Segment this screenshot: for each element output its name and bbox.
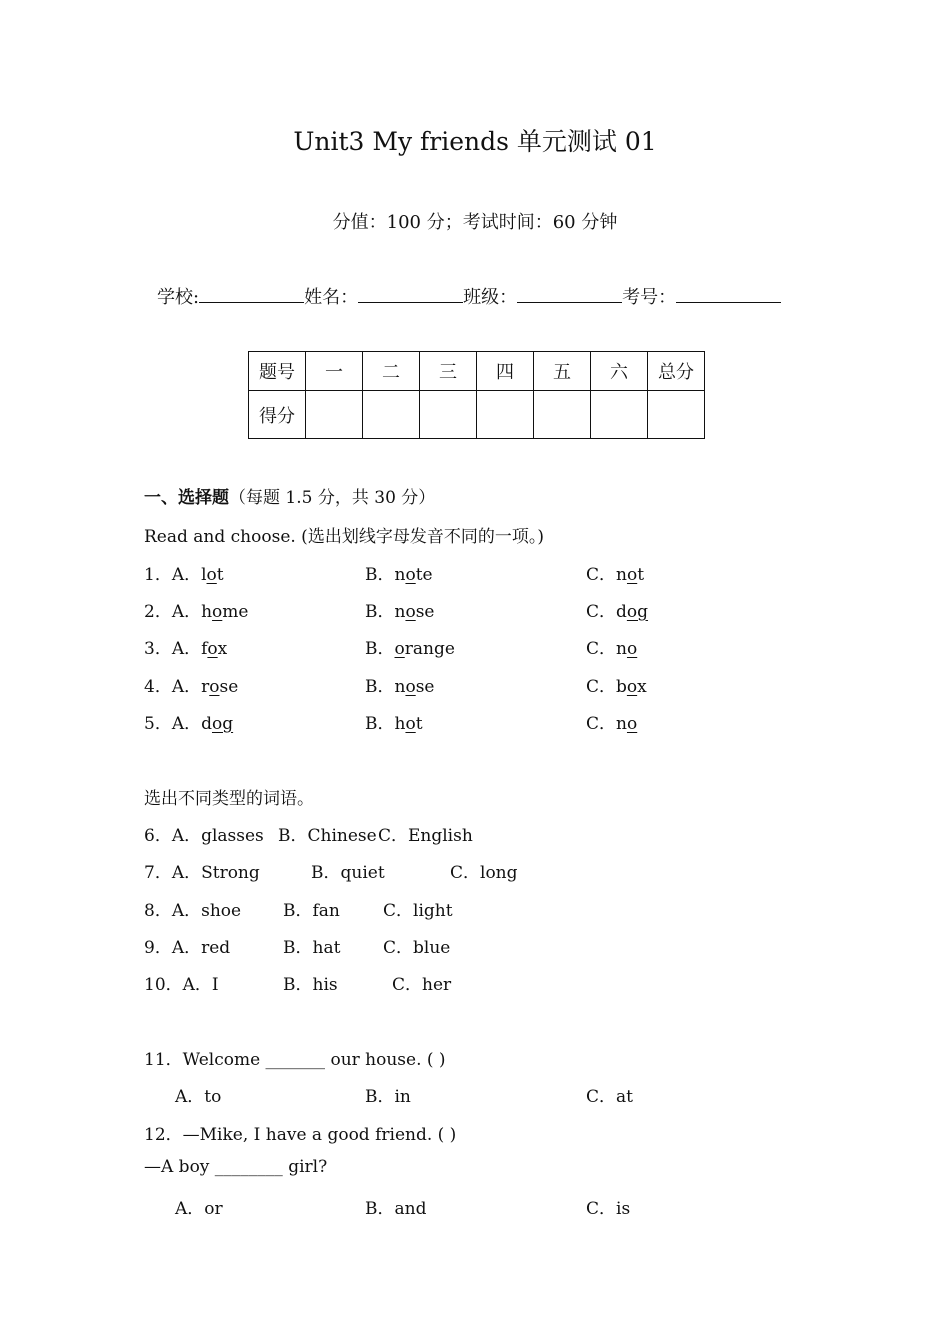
q4-option-c bbox=[586, 672, 647, 697]
option-text: t bbox=[216, 565, 224, 585]
option-text: C．d bbox=[586, 602, 627, 622]
option-text: me bbox=[222, 602, 249, 622]
q12-option-c: C．is bbox=[586, 1199, 631, 1219]
option-text: C．n bbox=[586, 714, 627, 734]
q10-option-a: 10．A．I bbox=[144, 975, 219, 995]
underlined-letter: o bbox=[405, 565, 416, 585]
option-text: C．n bbox=[586, 639, 627, 659]
q9-option-a: 9．A．red bbox=[144, 938, 231, 958]
q1-option-c bbox=[586, 560, 644, 585]
option-text: B． bbox=[365, 639, 395, 659]
section-note: （每题 1.5 分，共 30 分） bbox=[229, 488, 436, 508]
option-text: 4．A．r bbox=[144, 677, 210, 697]
q8-option-a: 8．A．shoe bbox=[144, 901, 242, 921]
score-header-cell: 六 bbox=[591, 352, 648, 391]
option-text: se bbox=[219, 677, 239, 697]
score-cell bbox=[477, 391, 534, 439]
q1-option-b bbox=[365, 560, 433, 585]
option-text: x bbox=[637, 677, 647, 697]
q11-option-b: B．in bbox=[365, 1087, 411, 1107]
q4-option-b bbox=[365, 672, 435, 697]
q6-option-a: 6．A．glasses bbox=[144, 826, 264, 846]
q7-option-b: B．quiet bbox=[311, 863, 385, 883]
q5-option-a bbox=[144, 709, 233, 734]
underlined-letter: o bbox=[626, 565, 638, 585]
q12-option-b: B．and bbox=[365, 1199, 427, 1219]
instruction-categories: 选出不同类型的词语。 bbox=[144, 789, 314, 809]
section-title: 一、选择题 bbox=[144, 488, 229, 508]
score-header-cell: 二 bbox=[363, 352, 420, 391]
q12-option-a: A．or bbox=[175, 1199, 223, 1219]
score-header-cell: 总分 bbox=[648, 352, 705, 391]
option-text: se bbox=[415, 677, 435, 697]
q9-option-b: B．hat bbox=[283, 938, 341, 958]
option-text: C．n bbox=[586, 565, 627, 585]
q3-option-b bbox=[365, 634, 455, 659]
q7-option-c: C．long bbox=[450, 863, 518, 883]
underlined-letter: o bbox=[626, 639, 638, 659]
score-row-label: 得分 bbox=[249, 391, 306, 439]
q8-option-c: C．light bbox=[383, 901, 453, 921]
score-header-cell: 题号 bbox=[249, 352, 306, 391]
underlined-letter: o bbox=[207, 639, 218, 659]
name-label: 姓名： bbox=[304, 287, 359, 308]
option-text: te bbox=[415, 565, 433, 585]
name-blank bbox=[358, 286, 463, 303]
q12-stem-2: —A boy ________ girl? bbox=[144, 1157, 328, 1177]
exam-info-subtitle: 分值：100 分；考试时间：60 分钟 bbox=[332, 212, 618, 233]
instruction-pronunciation: Read and choose. (选出划线字母发音不同的一项。) bbox=[144, 527, 544, 547]
underlined-letter: o bbox=[405, 602, 416, 622]
option-text: x bbox=[217, 639, 228, 659]
option-text: 2．A．h bbox=[144, 602, 213, 622]
student-info-line bbox=[157, 283, 781, 309]
option-text: C．b bbox=[586, 677, 627, 697]
q7-option-a: 7．A．Strong bbox=[144, 863, 260, 883]
option-text: 1．A．l bbox=[144, 565, 207, 585]
score-header-cell: 三 bbox=[420, 352, 477, 391]
score-cell bbox=[363, 391, 420, 439]
q4-option-a bbox=[144, 672, 238, 697]
q2-option-c bbox=[586, 597, 648, 622]
option-text: B．h bbox=[365, 714, 406, 734]
option-text: 3．A．f bbox=[144, 639, 208, 659]
option-text: B．n bbox=[365, 677, 406, 697]
underlined-letter: og bbox=[211, 714, 234, 734]
underlined-letter: o bbox=[209, 677, 220, 697]
q5-option-c bbox=[586, 709, 637, 734]
underlined-letter: og bbox=[626, 602, 649, 622]
q2-option-b bbox=[365, 597, 435, 622]
score-cell bbox=[648, 391, 705, 439]
section-heading bbox=[144, 483, 435, 508]
page-title: Unit3 My friends 单元测试 01 bbox=[293, 127, 657, 156]
option-text: t bbox=[415, 714, 423, 734]
q10-option-c: C．her bbox=[392, 975, 452, 995]
option-text: se bbox=[415, 602, 435, 622]
q11-option-a: A．to bbox=[175, 1087, 222, 1107]
class-label: 班级： bbox=[463, 287, 518, 308]
q6-option-b: B．Chinese bbox=[278, 826, 377, 846]
q11-option-c: C．at bbox=[586, 1087, 633, 1107]
q9-option-c: C．blue bbox=[383, 938, 451, 958]
option-text: 5．A．d bbox=[144, 714, 212, 734]
q6-option-c: C．English bbox=[378, 826, 473, 846]
score-header-cell: 一 bbox=[306, 352, 363, 391]
exam-no-blank bbox=[676, 286, 781, 303]
option-text: B．n bbox=[365, 565, 406, 585]
class-blank bbox=[517, 286, 622, 303]
q5-option-b bbox=[365, 709, 423, 734]
underlined-letter: o bbox=[206, 565, 217, 585]
score-table bbox=[248, 351, 705, 439]
q3-option-a bbox=[144, 634, 227, 659]
score-cell bbox=[306, 391, 363, 439]
q11-stem: 11．Welcome _______ our house. ( ) bbox=[144, 1050, 446, 1070]
option-text: t bbox=[637, 565, 645, 585]
score-cell bbox=[420, 391, 477, 439]
score-header-cell: 四 bbox=[477, 352, 534, 391]
q12-stem: 12．—Mike, I have a good friend. ( ) bbox=[144, 1125, 457, 1145]
school-blank bbox=[199, 286, 304, 303]
score-table-header-row bbox=[249, 352, 705, 391]
score-cell bbox=[534, 391, 591, 439]
q10-option-b: B．his bbox=[283, 975, 338, 995]
q8-option-b: B．fan bbox=[283, 901, 340, 921]
score-cell bbox=[591, 391, 648, 439]
q2-option-a bbox=[144, 597, 248, 622]
underlined-letter: o bbox=[212, 602, 223, 622]
score-header-cell: 五 bbox=[534, 352, 591, 391]
underlined-letter: o bbox=[405, 714, 416, 734]
underlined-letter: o bbox=[394, 639, 405, 659]
underlined-letter: o bbox=[626, 714, 638, 734]
q1-option-a bbox=[144, 560, 224, 585]
underlined-letter: o bbox=[626, 677, 638, 697]
school-label: 学校: bbox=[157, 287, 200, 308]
option-text: B．n bbox=[365, 602, 406, 622]
score-table-score-row bbox=[249, 391, 705, 439]
option-text: range bbox=[404, 639, 455, 659]
exam-no-label: 考号： bbox=[622, 287, 677, 308]
underlined-letter: o bbox=[405, 677, 416, 697]
q3-option-c bbox=[586, 634, 637, 659]
